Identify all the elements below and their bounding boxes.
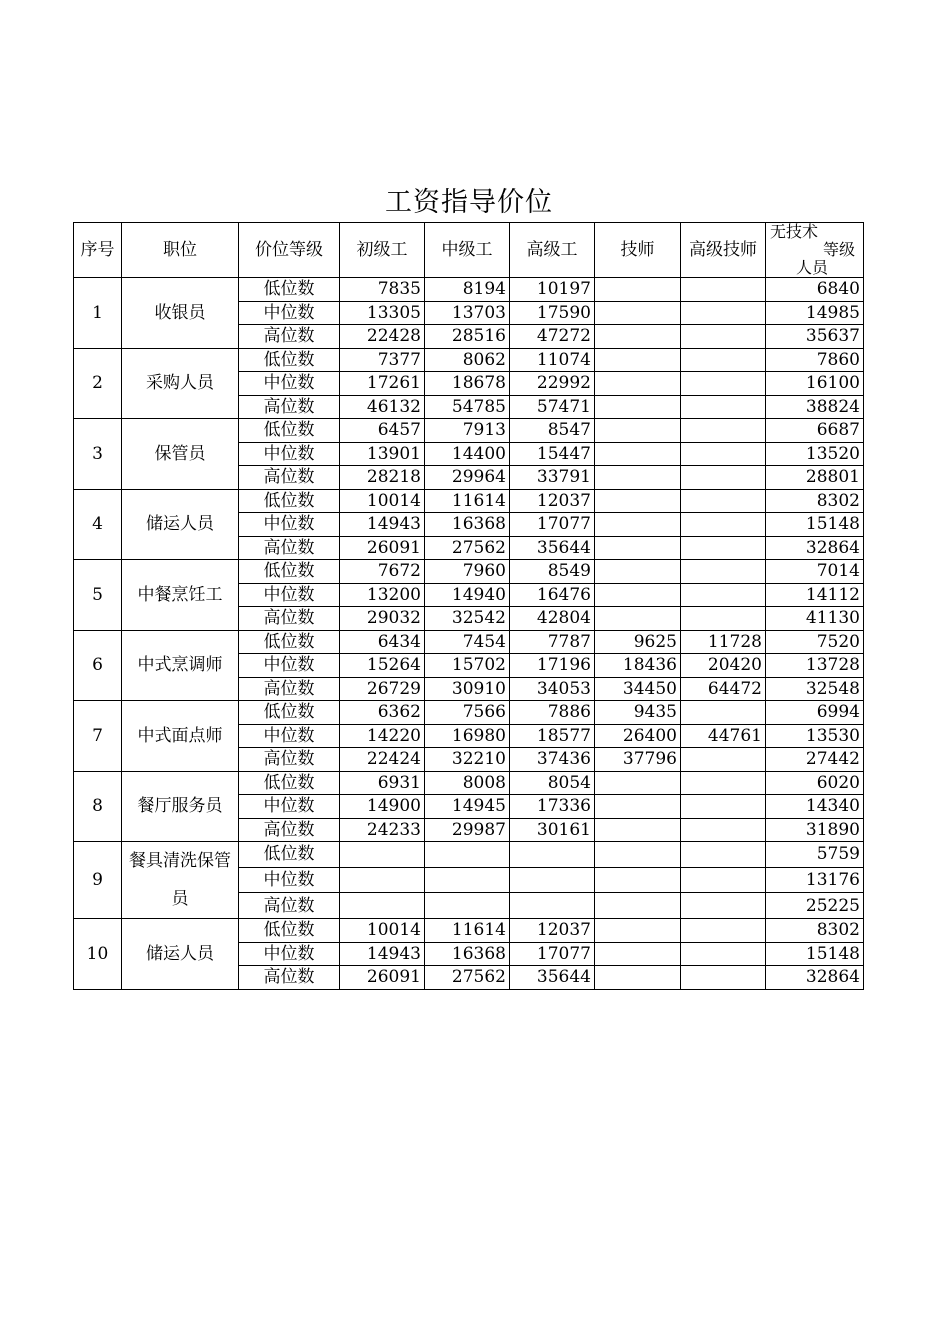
wage-cell: 16476 bbox=[510, 583, 595, 607]
row-grade: 中位数 bbox=[239, 942, 340, 966]
wage-cell bbox=[681, 867, 766, 893]
wage-cell: 17077 bbox=[510, 942, 595, 966]
table-body bbox=[74, 278, 864, 990]
table-row bbox=[74, 348, 864, 372]
row-grade: 高位数 bbox=[239, 395, 340, 419]
wage-cell bbox=[425, 842, 510, 868]
header-no-grade bbox=[766, 223, 864, 278]
wage-cell: 29032 bbox=[340, 607, 425, 631]
wage-cell: 6840 bbox=[766, 278, 864, 302]
wage-cell: 34053 bbox=[510, 677, 595, 701]
row-seq: 3 bbox=[74, 419, 122, 490]
wage-cell bbox=[681, 583, 766, 607]
row-grade: 中位数 bbox=[239, 442, 340, 466]
wage-cell bbox=[681, 919, 766, 943]
row-seq: 6 bbox=[74, 630, 122, 701]
wage-cell bbox=[595, 301, 681, 325]
wage-cell: 8302 bbox=[766, 919, 864, 943]
wage-cell: 37796 bbox=[595, 748, 681, 772]
wage-cell bbox=[510, 842, 595, 868]
wage-cell: 20420 bbox=[681, 654, 766, 678]
page-title: 工资指导价位 bbox=[385, 187, 553, 218]
table-row bbox=[74, 842, 864, 868]
wage-cell: 16368 bbox=[425, 942, 510, 966]
wage-cell bbox=[595, 867, 681, 893]
row-position: 中餐烹饪工 bbox=[122, 560, 239, 631]
wage-cell bbox=[340, 893, 425, 919]
row-grade: 低位数 bbox=[239, 771, 340, 795]
wage-cell: 57471 bbox=[510, 395, 595, 419]
row-seq: 9 bbox=[74, 842, 122, 919]
wage-cell bbox=[681, 771, 766, 795]
wage-cell: 17077 bbox=[510, 513, 595, 537]
wage-cell: 12037 bbox=[510, 919, 595, 943]
table-row bbox=[74, 701, 864, 725]
row-grade: 高位数 bbox=[239, 966, 340, 990]
wage-cell bbox=[681, 893, 766, 919]
row-grade: 低位数 bbox=[239, 348, 340, 372]
row-grade: 低位数 bbox=[239, 701, 340, 725]
wage-cell: 14400 bbox=[425, 442, 510, 466]
wage-cell bbox=[595, 536, 681, 560]
wage-cell bbox=[681, 466, 766, 490]
wage-cell: 7520 bbox=[766, 630, 864, 654]
wage-cell: 8549 bbox=[510, 560, 595, 584]
wage-cell: 11614 bbox=[425, 489, 510, 513]
table-row bbox=[74, 419, 864, 443]
wage-cell: 29987 bbox=[425, 818, 510, 842]
wage-cell bbox=[595, 966, 681, 990]
row-grade: 高位数 bbox=[239, 818, 340, 842]
wage-cell bbox=[595, 513, 681, 537]
wage-cell: 15148 bbox=[766, 513, 864, 537]
row-position: 储运人员 bbox=[122, 919, 239, 990]
wage-cell: 35644 bbox=[510, 966, 595, 990]
wage-cell: 16980 bbox=[425, 724, 510, 748]
wage-cell: 6457 bbox=[340, 419, 425, 443]
wage-cell bbox=[595, 442, 681, 466]
row-grade: 中位数 bbox=[239, 301, 340, 325]
header-no-grade-line3: 人员 bbox=[796, 258, 829, 277]
wage-cell: 46132 bbox=[340, 395, 425, 419]
wage-cell: 14945 bbox=[425, 795, 510, 819]
wage-cell: 24233 bbox=[340, 818, 425, 842]
wage-cell bbox=[681, 372, 766, 396]
header-junior: 初级工 bbox=[340, 223, 425, 278]
wage-cell: 14940 bbox=[425, 583, 510, 607]
wage-cell: 14220 bbox=[340, 724, 425, 748]
wage-cell bbox=[681, 489, 766, 513]
wage-cell: 26729 bbox=[340, 677, 425, 701]
wage-cell bbox=[595, 348, 681, 372]
header-position: 职位 bbox=[122, 223, 239, 278]
row-seq: 7 bbox=[74, 701, 122, 772]
wage-cell: 18577 bbox=[510, 724, 595, 748]
wage-cell bbox=[681, 442, 766, 466]
wage-cell: 6434 bbox=[340, 630, 425, 654]
wage-cell bbox=[595, 893, 681, 919]
wage-cell bbox=[595, 771, 681, 795]
wage-cell: 26400 bbox=[595, 724, 681, 748]
wage-cell: 32210 bbox=[425, 748, 510, 772]
wage-cell: 11614 bbox=[425, 919, 510, 943]
header-senior: 高级工 bbox=[510, 223, 595, 278]
wage-cell: 34450 bbox=[595, 677, 681, 701]
wage-cell: 54785 bbox=[425, 395, 510, 419]
row-grade: 高位数 bbox=[239, 677, 340, 701]
wage-cell bbox=[681, 748, 766, 772]
wage-cell: 8302 bbox=[766, 489, 864, 513]
wage-cell: 35644 bbox=[510, 536, 595, 560]
header-seq: 序号 bbox=[74, 223, 122, 278]
wage-cell: 14943 bbox=[340, 513, 425, 537]
wage-cell bbox=[510, 867, 595, 893]
wage-cell bbox=[681, 607, 766, 631]
row-seq: 4 bbox=[74, 489, 122, 560]
wage-cell: 18436 bbox=[595, 654, 681, 678]
wage-cell: 30161 bbox=[510, 818, 595, 842]
row-grade: 低位数 bbox=[239, 419, 340, 443]
wage-cell: 5759 bbox=[766, 842, 864, 868]
row-grade: 低位数 bbox=[239, 278, 340, 302]
wage-cell: 38824 bbox=[766, 395, 864, 419]
wage-cell: 8194 bbox=[425, 278, 510, 302]
wage-cell bbox=[595, 942, 681, 966]
wage-cell: 16100 bbox=[766, 372, 864, 396]
wage-cell: 7860 bbox=[766, 348, 864, 372]
wage-cell bbox=[681, 325, 766, 349]
wage-cell: 44761 bbox=[681, 724, 766, 748]
wage-cell: 27442 bbox=[766, 748, 864, 772]
wage-cell: 26091 bbox=[340, 966, 425, 990]
wage-cell: 6931 bbox=[340, 771, 425, 795]
wage-cell bbox=[681, 395, 766, 419]
wage-cell: 13728 bbox=[766, 654, 864, 678]
row-seq: 1 bbox=[74, 278, 122, 349]
row-position: 餐具清洗保管员 bbox=[122, 842, 239, 919]
wage-cell: 11728 bbox=[681, 630, 766, 654]
wage-cell: 28801 bbox=[766, 466, 864, 490]
wage-cell: 27562 bbox=[425, 536, 510, 560]
wage-cell bbox=[681, 536, 766, 560]
table-row bbox=[74, 489, 864, 513]
wage-cell: 13901 bbox=[340, 442, 425, 466]
wage-cell bbox=[681, 513, 766, 537]
header-no-grade-line2: 等级 bbox=[822, 240, 855, 259]
row-grade: 低位数 bbox=[239, 919, 340, 943]
row-grade: 低位数 bbox=[239, 560, 340, 584]
row-grade: 高位数 bbox=[239, 748, 340, 772]
row-grade: 低位数 bbox=[239, 630, 340, 654]
row-grade: 中位数 bbox=[239, 513, 340, 537]
wage-cell: 11074 bbox=[510, 348, 595, 372]
wage-cell bbox=[681, 348, 766, 372]
wage-cell: 14112 bbox=[766, 583, 864, 607]
wage-cell: 13520 bbox=[766, 442, 864, 466]
wage-cell bbox=[595, 795, 681, 819]
wage-cell: 25225 bbox=[766, 893, 864, 919]
wage-cell bbox=[595, 419, 681, 443]
wage-cell: 47272 bbox=[510, 325, 595, 349]
wage-cell bbox=[595, 560, 681, 584]
wage-cell: 22424 bbox=[340, 748, 425, 772]
wage-cell: 10014 bbox=[340, 919, 425, 943]
wage-cell bbox=[340, 867, 425, 893]
wage-cell: 15447 bbox=[510, 442, 595, 466]
wage-table bbox=[73, 222, 864, 990]
row-grade: 中位数 bbox=[239, 867, 340, 893]
wage-cell: 14340 bbox=[766, 795, 864, 819]
wage-cell bbox=[595, 372, 681, 396]
wage-cell: 30910 bbox=[425, 677, 510, 701]
wage-cell bbox=[595, 607, 681, 631]
wage-cell: 8054 bbox=[510, 771, 595, 795]
header-mid: 中级工 bbox=[425, 223, 510, 278]
wage-cell: 15702 bbox=[425, 654, 510, 678]
wage-cell: 8008 bbox=[425, 771, 510, 795]
wage-cell: 31890 bbox=[766, 818, 864, 842]
row-seq: 8 bbox=[74, 771, 122, 842]
row-position: 保管员 bbox=[122, 419, 239, 490]
wage-cell: 18678 bbox=[425, 372, 510, 396]
row-grade: 中位数 bbox=[239, 583, 340, 607]
wage-cell: 7960 bbox=[425, 560, 510, 584]
wage-cell: 14900 bbox=[340, 795, 425, 819]
wage-cell: 33791 bbox=[510, 466, 595, 490]
wage-cell: 13200 bbox=[340, 583, 425, 607]
wage-cell bbox=[681, 842, 766, 868]
wage-cell bbox=[510, 893, 595, 919]
wage-cell: 6994 bbox=[766, 701, 864, 725]
header-senior-technician: 高级技师 bbox=[681, 223, 766, 278]
wage-cell: 7454 bbox=[425, 630, 510, 654]
wage-cell: 6687 bbox=[766, 419, 864, 443]
wage-cell bbox=[595, 919, 681, 943]
wage-cell bbox=[595, 489, 681, 513]
wage-cell: 26091 bbox=[340, 536, 425, 560]
wage-cell: 9435 bbox=[595, 701, 681, 725]
wage-cell: 32542 bbox=[425, 607, 510, 631]
wage-cell: 42804 bbox=[510, 607, 595, 631]
wage-cell bbox=[595, 395, 681, 419]
row-position: 采购人员 bbox=[122, 348, 239, 419]
wage-cell: 8547 bbox=[510, 419, 595, 443]
wage-cell bbox=[595, 278, 681, 302]
wage-cell: 28218 bbox=[340, 466, 425, 490]
wage-cell: 13703 bbox=[425, 301, 510, 325]
header-grade: 价位等级 bbox=[239, 223, 340, 278]
wage-cell: 14985 bbox=[766, 301, 864, 325]
row-grade: 高位数 bbox=[239, 607, 340, 631]
wage-cell bbox=[595, 818, 681, 842]
row-grade: 高位数 bbox=[239, 893, 340, 919]
table-row bbox=[74, 919, 864, 943]
row-position: 储运人员 bbox=[122, 489, 239, 560]
wage-cell: 7377 bbox=[340, 348, 425, 372]
wage-cell: 17261 bbox=[340, 372, 425, 396]
wage-cell: 13530 bbox=[766, 724, 864, 748]
wage-cell: 12037 bbox=[510, 489, 595, 513]
wage-cell bbox=[681, 701, 766, 725]
wage-cell: 41130 bbox=[766, 607, 864, 631]
row-position: 中式烹调师 bbox=[122, 630, 239, 701]
wage-cell bbox=[681, 818, 766, 842]
wage-cell bbox=[595, 325, 681, 349]
wage-cell bbox=[595, 583, 681, 607]
wage-cell: 13176 bbox=[766, 867, 864, 893]
table-row bbox=[74, 630, 864, 654]
wage-cell bbox=[340, 842, 425, 868]
wage-cell: 10014 bbox=[340, 489, 425, 513]
wage-cell: 32548 bbox=[766, 677, 864, 701]
row-seq: 2 bbox=[74, 348, 122, 419]
wage-cell bbox=[681, 966, 766, 990]
wage-cell: 9625 bbox=[595, 630, 681, 654]
wage-cell: 7886 bbox=[510, 701, 595, 725]
wage-cell: 32864 bbox=[766, 966, 864, 990]
wage-cell bbox=[595, 466, 681, 490]
row-position: 餐厅服务员 bbox=[122, 771, 239, 842]
wage-cell: 29964 bbox=[425, 466, 510, 490]
row-grade: 中位数 bbox=[239, 724, 340, 748]
wage-cell: 7835 bbox=[340, 278, 425, 302]
row-grade: 中位数 bbox=[239, 372, 340, 396]
wage-cell bbox=[425, 867, 510, 893]
wage-cell: 7787 bbox=[510, 630, 595, 654]
table-row bbox=[74, 771, 864, 795]
row-grade: 高位数 bbox=[239, 466, 340, 490]
wage-cell: 64472 bbox=[681, 677, 766, 701]
row-grade: 中位数 bbox=[239, 795, 340, 819]
wage-cell: 8062 bbox=[425, 348, 510, 372]
wage-cell: 28516 bbox=[425, 325, 510, 349]
wage-cell: 15148 bbox=[766, 942, 864, 966]
wage-cell bbox=[425, 893, 510, 919]
row-grade: 低位数 bbox=[239, 842, 340, 868]
wage-cell: 32864 bbox=[766, 536, 864, 560]
wage-cell bbox=[595, 842, 681, 868]
table-header-row bbox=[74, 223, 864, 278]
table-row bbox=[74, 560, 864, 584]
wage-cell: 14943 bbox=[340, 942, 425, 966]
wage-cell: 15264 bbox=[340, 654, 425, 678]
wage-cell: 17590 bbox=[510, 301, 595, 325]
wage-cell bbox=[681, 795, 766, 819]
wage-cell: 7014 bbox=[766, 560, 864, 584]
wage-cell: 22428 bbox=[340, 325, 425, 349]
wage-cell: 6020 bbox=[766, 771, 864, 795]
wage-cell: 16368 bbox=[425, 513, 510, 537]
row-seq: 10 bbox=[74, 919, 122, 990]
header-no-grade-line1: 无技术 bbox=[770, 222, 819, 241]
wage-cell: 17336 bbox=[510, 795, 595, 819]
wage-cell bbox=[681, 301, 766, 325]
wage-cell: 37436 bbox=[510, 748, 595, 772]
wage-cell: 17196 bbox=[510, 654, 595, 678]
wage-cell bbox=[681, 942, 766, 966]
wage-cell: 35637 bbox=[766, 325, 864, 349]
wage-cell bbox=[681, 560, 766, 584]
wage-cell: 7672 bbox=[340, 560, 425, 584]
row-grade: 中位数 bbox=[239, 654, 340, 678]
row-grade: 高位数 bbox=[239, 536, 340, 560]
wage-cell bbox=[681, 278, 766, 302]
row-position: 中式面点师 bbox=[122, 701, 239, 772]
row-seq: 5 bbox=[74, 560, 122, 631]
header-technician: 技师 bbox=[595, 223, 681, 278]
wage-cell: 7566 bbox=[425, 701, 510, 725]
wage-cell: 27562 bbox=[425, 966, 510, 990]
wage-cell: 13305 bbox=[340, 301, 425, 325]
row-grade: 低位数 bbox=[239, 489, 340, 513]
row-grade: 高位数 bbox=[239, 325, 340, 349]
wage-cell: 6362 bbox=[340, 701, 425, 725]
wage-cell: 10197 bbox=[510, 278, 595, 302]
table-row bbox=[74, 278, 864, 302]
wage-cell: 22992 bbox=[510, 372, 595, 396]
row-position: 收银员 bbox=[122, 278, 239, 349]
wage-cell bbox=[681, 419, 766, 443]
wage-cell: 7913 bbox=[425, 419, 510, 443]
